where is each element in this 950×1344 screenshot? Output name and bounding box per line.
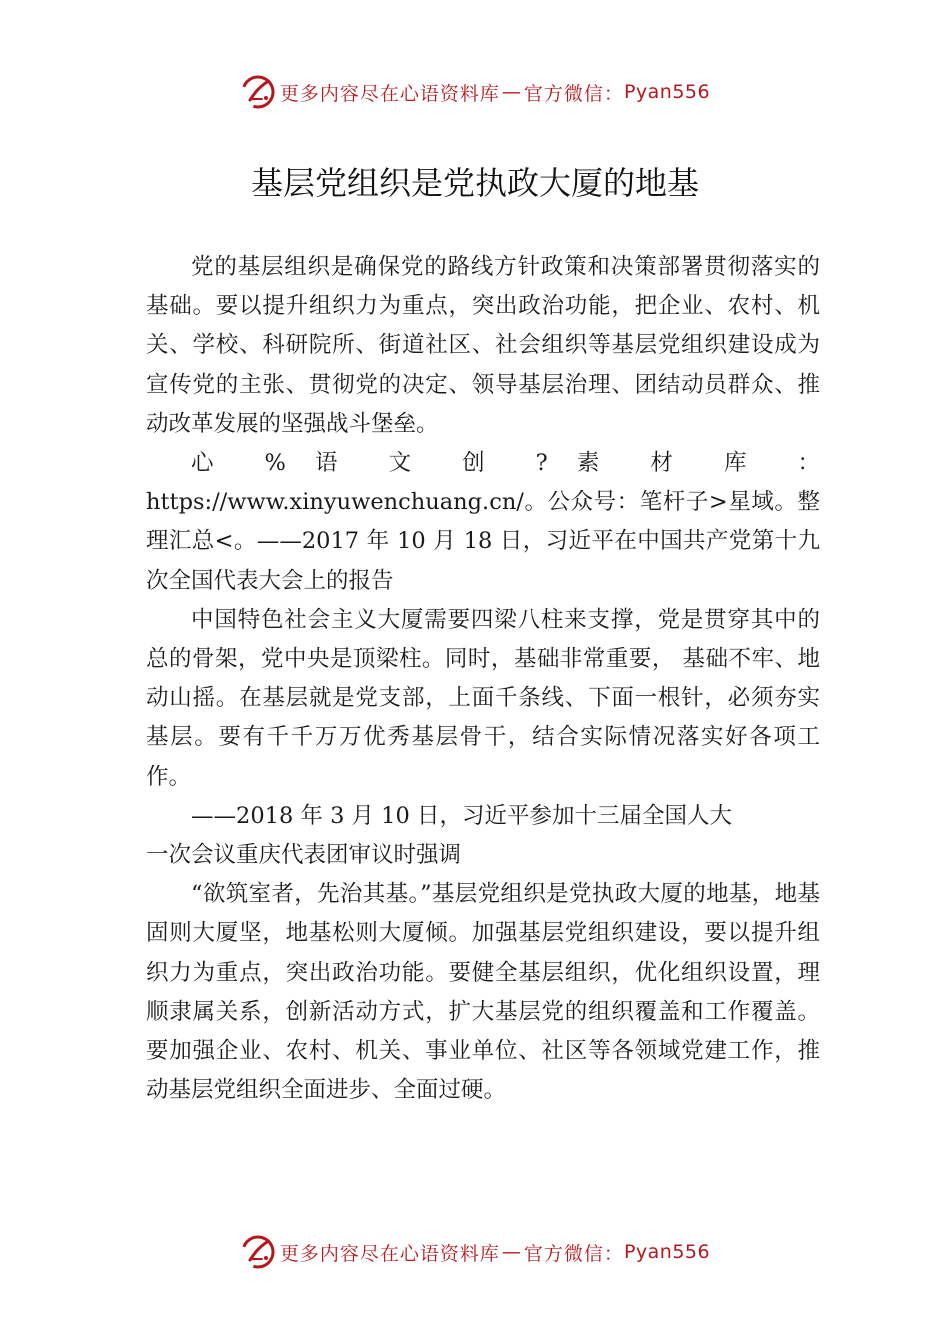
banner-dash: — — [501, 1241, 522, 1263]
paragraph-1: 党的基层组织是确保党的路线方针政策和决策部署贯彻落实的基础。要以提升组织力为重点，突出政治功能，把企业、农村、机关、学校、科研院所、街道社区、社会组织等基层党组织建设成为宣传党的主张、贯彻党的决定、领导基层治理、团结动员群众、推动改革发展的坚强战斗堡垒。 — [146, 254, 820, 437]
paragraph-2-source-2017: 心 % 语 文 创 ? 素 材 库 ： https://www.xinyuwenchuang.cn/。公众号：笔杆子>星域。整理汇总<。——2017 年 10 月 18 日，习近平在中国共产党第十九次全国代表大会上的报告 — [146, 450, 820, 594]
banner-brand-text: 更多内容尽在心语资料库 — [279, 82, 500, 105]
header-banner — [0, 72, 950, 112]
source-2018-line-1: ——2018 年 3 月 10 日，习近平参加十三届全国人大 — [191, 802, 732, 829]
footer-banner — [0, 1232, 950, 1272]
banner-dash: — — [501, 81, 522, 103]
source-2018-cont — [146, 836, 820, 875]
banner-wechat-id: Pyan556 — [623, 1241, 711, 1263]
banner-wechat-label: 官方微信： — [523, 82, 624, 105]
banner-brand-text: 更多内容尽在心语资料库 — [279, 1242, 500, 1265]
paragraph-3: 中国特色社会主义大厦需要四梁八柱来支撑，党是贯穿其中的总的骨架，党中央是顶梁柱。同时，基础非常重要， 基础不牢、地动山摇。在基层就是党支部，上面千条线、下面一根针，必须夯实基层。要有千千万万优秀基层骨干，结合实际情况落实好各项工作。 — [146, 606, 820, 790]
source-2018 — [146, 797, 820, 836]
document-body — [146, 248, 820, 1110]
brush-circle-logo-icon — [240, 74, 276, 110]
paragraph-4: “欲筑室者，先治其基。”基层党组织是党执政大厦的地基，地基固则大厦坚，地基松则大厦倾。加强基层党组织建设，要以提升组织力为重点，突出政治功能。要健全基层组织，优化组织设置，理顺隶属关系，创新活动方式，扩大基层党的组织覆盖和工作覆盖。要加强企业、农村、机关、事业单位、社区等各领域党建工作，推动基层党组织全面进步、全面过硬。 — [146, 881, 820, 1104]
banner-wechat-id: Pyan556 — [623, 81, 711, 103]
document-title: 基层党组织是党执政大厦的地基 — [250, 164, 699, 202]
source-2018-line-2: 一次会议重庆代表团审议时强调 — [146, 842, 462, 869]
brush-circle-logo-icon — [240, 1234, 276, 1270]
banner-wechat-label: 官方微信： — [523, 1242, 624, 1265]
